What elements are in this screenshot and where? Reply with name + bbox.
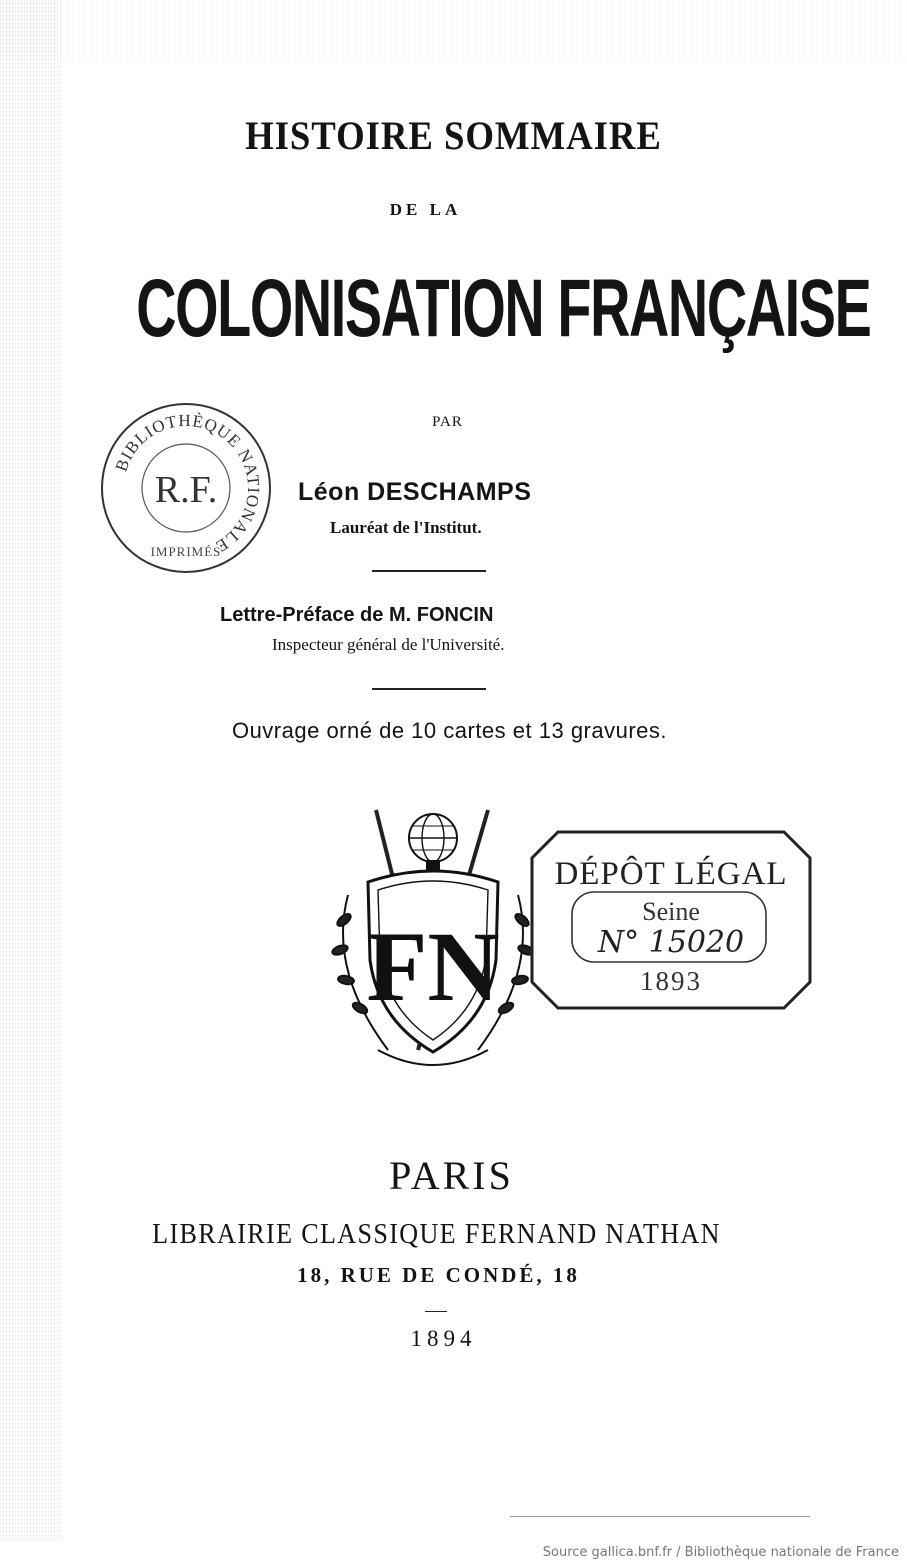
- title-line-3: COLONISATION FRANÇAISE: [136, 263, 871, 354]
- depot-stamp-line2: Seine: [642, 897, 700, 926]
- library-stamp: [96, 398, 276, 578]
- library-stamp-center: R.F.: [154, 469, 218, 511]
- divider-2: [372, 688, 486, 690]
- imprint-address: 18, RUE DE CONDÉ, 18: [297, 1263, 580, 1287]
- depot-legal-stamp: [528, 828, 814, 1012]
- divider-1: [372, 570, 486, 572]
- bottom-edge-line: [510, 1516, 810, 1517]
- library-stamp-ring: BIBLIOTHÈQUE NATIONALE: [111, 410, 264, 557]
- publisher-mark: [318, 800, 538, 1090]
- depot-stamp-year: 1893: [640, 966, 702, 996]
- globe-icon: [409, 814, 457, 870]
- author-title: Lauréat de l'Institut.: [330, 518, 482, 537]
- imprint-publisher: LIBRAIRIE CLASSIQUE FERNAND NATHAN: [152, 1218, 721, 1250]
- imprint-city: PARIS: [389, 1153, 514, 1198]
- title-line-2: DE LA: [389, 200, 462, 219]
- depot-stamp-handwritten: N° 15020: [597, 925, 745, 960]
- imprint-year: 1894: [410, 1326, 477, 1351]
- author-name: Léon DESCHAMPS: [298, 478, 532, 506]
- preface-subtitle: Inspecteur général de l'Université.: [272, 635, 505, 654]
- title-line-1: HISTOIRE SOMMAIRE: [245, 113, 662, 158]
- publisher-monogram: FN: [366, 911, 500, 1022]
- divider-3: [425, 1311, 447, 1312]
- library-stamp-bottom: IMPRIMÉS: [150, 544, 222, 559]
- depot-stamp-line1: DÉPÔT LÉGAL: [554, 856, 788, 892]
- byline-par: PAR: [432, 414, 463, 430]
- scan-edge-noise: [0, 0, 62, 1540]
- scan-top-noise: [0, 0, 907, 60]
- source-credit: Source gallica.bnf.fr / Bibliothèque nationale de France: [542, 1545, 899, 1560]
- preface-label: Lettre-Préface de M. FONCIN: [220, 604, 494, 626]
- description: Ouvrage orné de 10 cartes et 13 gravures.: [231, 718, 668, 743]
